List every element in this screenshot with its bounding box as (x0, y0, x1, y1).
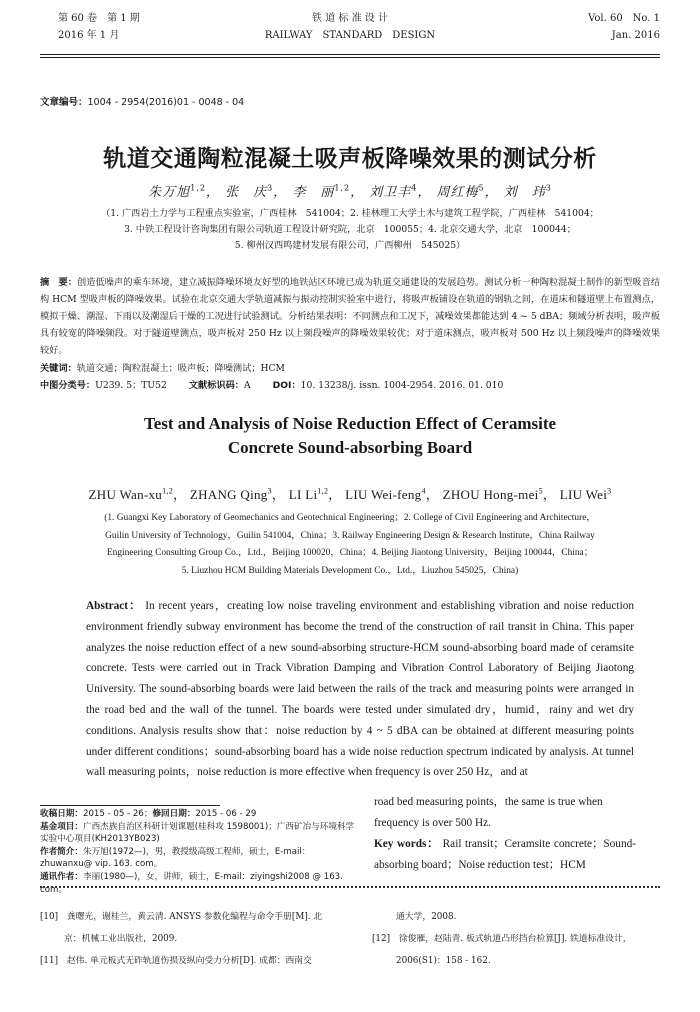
article-number (40, 94, 244, 108)
reference-continuation: 2006(S1)：158 - 162. (396, 956, 491, 966)
footnote-fund (40, 821, 356, 846)
abstract-en-continued: road bed measuring points，the same is true when frequency is over 500 Hz. (374, 796, 603, 829)
title-en (0, 412, 700, 460)
header-rule (40, 54, 660, 55)
affiliation-line: 3. 中铁工程设计咨询集团有限公司轨道工程设计研究院，北京 100055；4. 北京交通大学，北京 100044； (124, 224, 576, 235)
page-header (40, 10, 660, 58)
date-cn: 2016 年 1 月 (58, 30, 120, 41)
author-sup: 4 (411, 183, 418, 193)
section-divider (40, 884, 660, 890)
author-cn: 刘卫丰 (369, 185, 412, 200)
affiliation-line: （1. 广西岩土力学与工程重点实验室，广西桂林 541004；2. 桂林理工大学土木与建筑工程学院，广西桂林 541004； (101, 208, 599, 219)
affiliation-line: (1. Guangxi Key Laboratory of Geomechanics and Geotechnical Engineering；2. College of Civil Engineering and Architecture， (104, 513, 596, 523)
reference-item: [10] 龚曙光，谢桂兰，黄云清. ANSYS 参数化编程与命令手册[M]. 北 (40, 912, 323, 922)
authors-cn: 朱万旭$^{1,2}$， 张 庆$^3$， 李 丽$^{1,2}$， 刘卫丰$^4$， 周红梅$^5$， 刘 玮$^3$ (148, 183, 552, 200)
journal-cn: 铁 道 标 准 设 计 (312, 13, 388, 24)
title-cn: 轨道交通陶粒混凝土吸声板降噪效果的测试分析 (103, 146, 597, 172)
reference-item: [12] 徐俊雁，赵陆青. 板式轨道凸形挡台检算[J]. 铁道标准设计， (372, 934, 632, 944)
revised-label: 修回日期： (152, 809, 196, 819)
author-sup: 5 (538, 486, 543, 496)
author-sup: 4 (421, 486, 426, 496)
received-label: 收稿日期： (40, 809, 83, 819)
meta-cn (40, 360, 660, 394)
author-bio-value: 朱万旭(1972—)，男，教授级高级工程师，硕士，E-mail：zhuwanxu@ vip. 163. com。 (40, 846, 311, 870)
footnote-dates (40, 808, 356, 821)
journal-en: RAILWAY STANDARD DESIGN (264, 30, 436, 41)
author-en: LIU Wei-feng (345, 487, 422, 502)
keywords-en (374, 834, 636, 876)
received-value: 2015 - 05 - 26； (82, 809, 153, 819)
fund-label: 基金项目： (40, 821, 83, 832)
abstract-en (86, 596, 634, 783)
doi-value: 10. 13238/j. issn. 1004-2954. 2016. 01. 010 (300, 380, 504, 391)
doc-code-value: A (243, 380, 251, 391)
abstract-cn-label: 摘 要： (40, 277, 78, 288)
author-sup: 3 (267, 183, 274, 193)
fund-value: 广西杰族自治区科研计划课题(桂科攻 1598001)；广西矿冶与环境科学实验中心项目(KH2013YB023) (40, 821, 355, 845)
clc-value: U239. 5；TU52 (95, 380, 167, 391)
title-en-line: Test and Analysis of Noise Reduction Effect of Ceramsite (143, 414, 557, 433)
reference-continuation: 通大学，2008. (396, 912, 457, 922)
author-en: ZHOU Hong-mei (442, 487, 539, 502)
footnote-rule (40, 805, 220, 806)
author-sup: 1,2 (317, 486, 329, 496)
header-center (40, 10, 660, 44)
article-number-label: 文章编号： (40, 97, 88, 108)
corresponding-label: 通讯作者： (40, 871, 83, 882)
revised-value: 2015 - 06 - 29 (195, 809, 257, 819)
date-en: Jan. 2016 (611, 30, 660, 41)
author-cn: 周红梅 (436, 185, 479, 200)
author-en: LIU Wei (559, 487, 608, 502)
author-sup: 3 (545, 183, 552, 193)
keywords-cn-label: 关键词： (40, 363, 77, 374)
author-en: LI Li (288, 487, 318, 502)
affiliation-line: Guilin University of Technology，Guilin 541004，China；3. Railway Engineering Design & Research Institute，China Railway (105, 530, 595, 541)
affiliation-line: 5. 柳州汉西鸣建材发展有限公司，广西柳州 545025） (234, 240, 466, 251)
author-en: ZHANG Qing (189, 487, 268, 502)
footnote-author (40, 846, 356, 871)
keywords-cn-text: 轨道交通；陶粒混凝土；吸声板；降噪测试；HCM (76, 363, 285, 374)
article-number-value: 1004 - 2954(2016)01 - 0048 - 04 (87, 97, 245, 108)
author-sup: 5 (478, 183, 485, 193)
abstract-cn (40, 274, 660, 359)
clc-label: 中图分类号： (40, 380, 96, 391)
corresponding-value: 李丽(1980—)，女，讲师，硕士，E-mail：ziyingshi2008 @ 163. com。 (40, 871, 343, 895)
classification-line (40, 377, 660, 394)
author-sup: 1,2 (190, 183, 206, 193)
author-sup: 1,2 (162, 486, 173, 496)
references-left (40, 906, 345, 972)
author-en: ZHU Wan-xu (88, 487, 163, 502)
affiliation-line: Engineering Consulting Group Co.，Ltd.，Beijing 100020，China；4. Beijing Jiaotong University，Beijing 100044，China； (106, 548, 594, 558)
keywords-cn (40, 360, 660, 377)
footnotes (40, 808, 356, 896)
reference-item: [11] 赵伟. 单元板式无砟轨道伤损及纵向受力分析[D]. 成都：西南交 (40, 956, 312, 966)
affiliations-en (50, 510, 650, 580)
author-sup: 3 (607, 486, 612, 496)
abstract-en-text: In recent years，creating low noise traveling environment and establishing vibration and noise reduction environment friendly subway environment has become the trend of the construction of rail transit in China. This paper analyzes the noise reduction effect of a new sound-absorbing structure-HCM sound-absorbing board made of ceramsite concrete. Tests were carried out in Track Vibration Damping and Vibration Control Laboratory of Beijing Jiaotong University. The sound-absorbing boards were laid between the rails of the track and measuring points were arranged in the road bed and the wall of the tunnel. The boards were tested under simulated dry，humid，rainy and wet dry conditions. Analysis results show that：noise reduction by 4 ~ 5 dBA can be obtained at different measuring points under different conditions；sound-absorbing board has a wide noise reduction spectrum indicated by analysis. At tunnel wall measuring points，noise reduction is more effective when frequency is over 250 Hz，and at (86, 600, 635, 779)
abstract-en-label: Abstract： (86, 600, 142, 612)
author-cn: 李 丽 (292, 185, 335, 200)
author-sup: 3 (267, 486, 272, 496)
affiliation-line: 5. Liuzhou HCM Building Materials Development Co.，Ltd.，Liuzhou 545025，China) (181, 565, 519, 576)
volume-en: Vol. 60 No. 1 (588, 13, 660, 24)
author-cn: 张 庆 (225, 185, 268, 200)
abstract-cn-text: 创造低噪声的乘车环境，建立减振降噪环境友好型的地铁站区环境已成为轨道交通建设的发展趋势。测试分析一种陶粒混凝土制作的新型吸音结构 HCM 型吸声板的降噪效果。试验在北京交通大学轨道减振与振动控制实验室中进行，将吸声板铺设在轨道的钢轨之间，在道床和隧道壁上布置测点，模拟干燥、潮湿、下雨以及潮湿后干燥的工况进行试验测试。分析结果表明：不同测点和工况下，减噪效果都能达到 4 ~ 5 dBA；频域分析表明，吸声板具有较宽的降噪频段。对于隧道壁测点，吸声板对 250 Hz 以上频段噪声的降噪效果较优；对于道床测点，吸声板对 500 Hz 以上频段噪声的降噪效果较好。 (40, 277, 661, 356)
doc-code-label: 文献标识码： (188, 380, 244, 391)
header-rule-thin (40, 57, 660, 58)
author-bio-label: 作者简介： (40, 846, 83, 857)
author-sup: 1,2 (334, 183, 351, 193)
reference-continuation: 京：机械工业出版社，2009. (64, 934, 178, 944)
header-right (588, 10, 660, 44)
keywords-en-label: Key words： (374, 838, 440, 850)
title-en-line: Concrete Sound-absorbing Board (227, 438, 473, 457)
author-cn: 刘 玮 (503, 185, 546, 200)
references-right (372, 906, 662, 972)
doi-label: DOI： (272, 380, 301, 391)
affiliations-cn (40, 206, 660, 254)
keywords-en-text: Rail transit；Ceramsite concrete；Sound-absorbing board；Noise reduction test；HCM (374, 838, 637, 871)
authors-en: ZHU Wan-xu$^{1,2}$， ZHANG Qing$^3$， LI Li$^{1,2}$， LIU Wei-feng$^4$， ZHOU Hong-mei$^5$， LIU Wei$^3$ (88, 486, 612, 502)
author-cn: 朱万旭 (148, 185, 191, 200)
volume-cn: 第 60 卷 第 1 期 (58, 13, 140, 24)
